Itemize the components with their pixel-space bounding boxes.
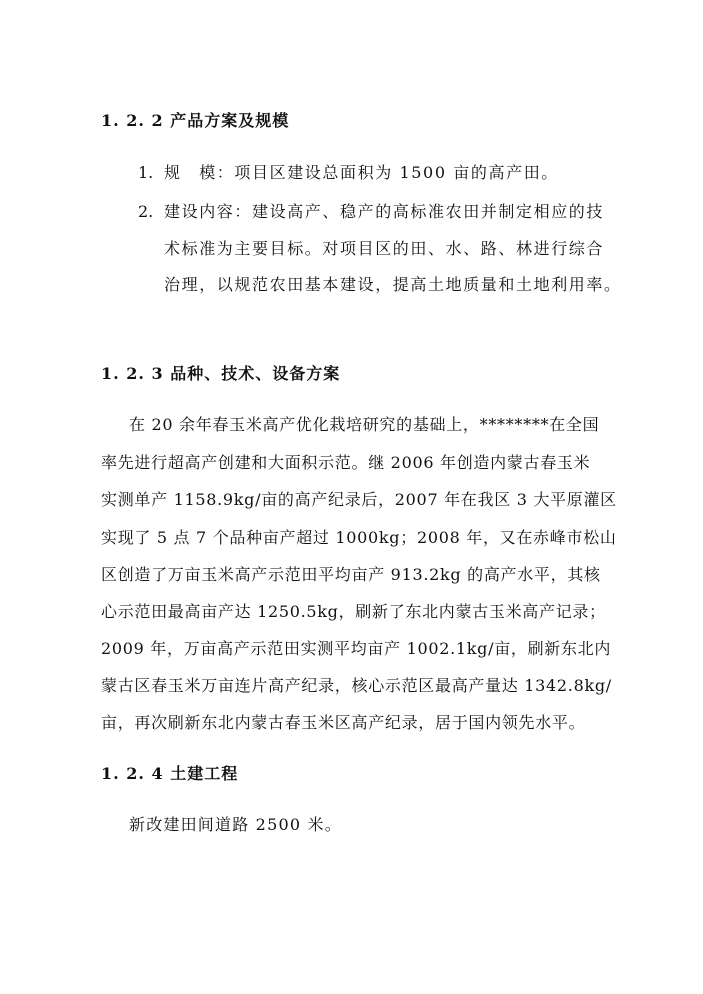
paragraph-line: 蒙古区春玉米万亩连片高产纪录，核心示范区最高产量达 1342.8kg/ — [101, 676, 612, 695]
paragraph-line: 亩，再次刷新东北内蒙古春玉米区高产纪录，居于国内领先水平。 — [101, 713, 586, 732]
list-item-number: 2. — [138, 202, 154, 221]
paragraph-line: 心示范田最高亩产达 1250.5kg，刷新了东北内蒙古玉米高产记录； — [101, 602, 606, 621]
paragraph-line: 新改建田间道路 2500 米。 — [129, 815, 342, 834]
section-heading-1-2-3: 1. 2. 3 品种、技术、设备方案 — [101, 364, 341, 383]
paragraph-line: 2009 年，万亩高产示范田实测平均亩产 1002.1kg/亩，刷新东北内 — [101, 639, 612, 658]
paragraph-line: 区创造了万亩玉米高产示范田平均亩产 913.2kg 的高产水平，其核 — [101, 565, 601, 584]
list-item-text-continued: 术标准为主要目标。对项目区的田、水、路、林进行综合 — [164, 239, 605, 258]
paragraph-line: 实测单产 1158.9kg/亩的高产纪录后，2007 年在我区 3 大平原灌区 — [101, 490, 617, 509]
list-item-number: 1. — [138, 163, 154, 182]
list-item-text: 建设内容：建设高产、稳产的高标准农田并制定相应的技 — [164, 202, 605, 221]
section-heading-1-2-2: 1. 2. 2 产品方案及规模 — [101, 111, 290, 130]
list-item-text: 规 模：项目区建设总面积为 1500 亩的高产田。 — [164, 163, 559, 182]
paragraph-line: 实现了 5 点 7 个品种亩产超过 1000kg；2008 年，又在赤峰市松山 — [101, 528, 617, 547]
list-item-text-continued: 治理，以规范农田基本建设，提高土地质量和土地利用率。 — [164, 275, 622, 294]
list-item-2 — [138, 199, 604, 222]
list-item-1 — [138, 160, 559, 183]
section-heading-1-2-4: 1. 2. 4 土建工程 — [101, 764, 239, 783]
paragraph-line: 在 20 余年春玉米高产优化栽培研究的基础上，********在全国 — [129, 415, 600, 434]
paragraph-line: 率先进行超高产创建和大面积示范。继 2006 年创造内蒙古春玉米 — [101, 453, 591, 472]
